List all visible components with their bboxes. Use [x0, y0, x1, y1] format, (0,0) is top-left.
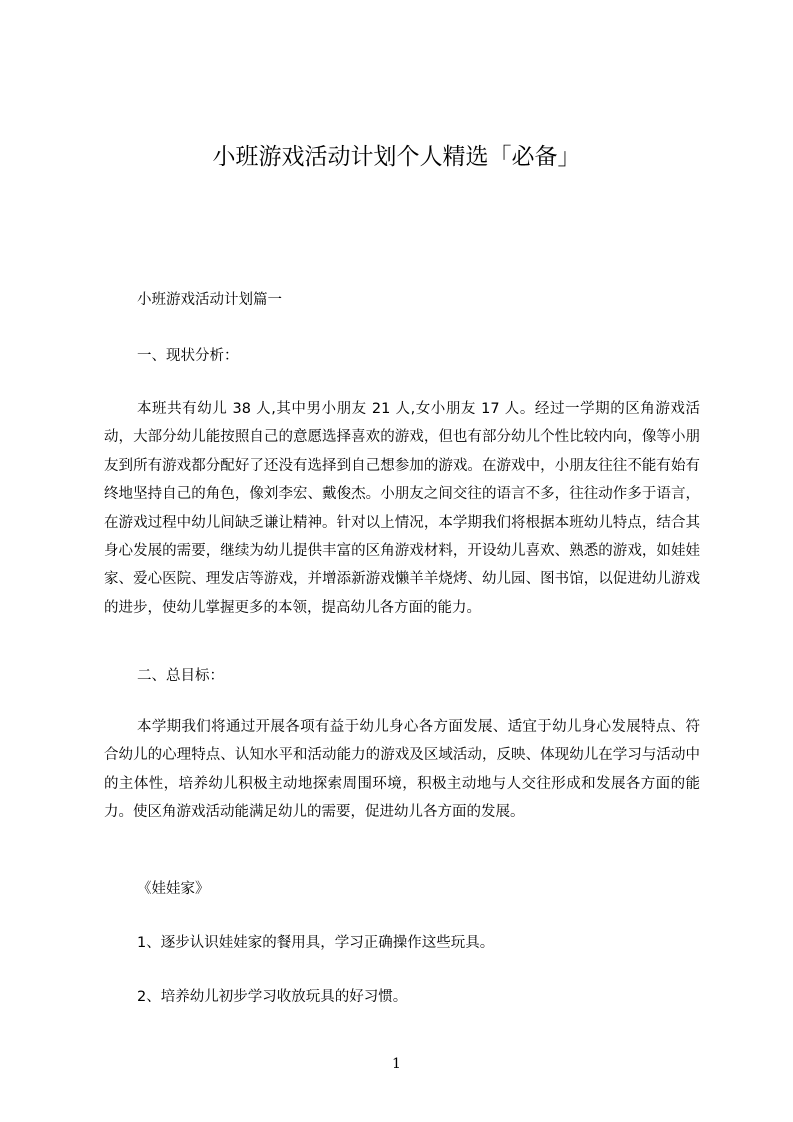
subheading-doll-house: 《娃娃家》 [137, 881, 210, 897]
list-item: 2、培养幼儿初步学习收放玩具的好习惯。 [137, 989, 408, 1005]
paragraph-overall-goal: 本学期我们将通过开展各项有益于幼儿身心各方面发展、适宜于幼儿身心发展特点、符合幼儿的心理特点、认知水平和活动能力的游戏及区域活动，反映、体现幼儿在学习与活动中的主体性，培养幼儿积极主动地探索周围环境，积极主动地与人交往形成和发展各方面的能力。使区角游戏活动能满足幼儿的需要，促进幼儿各方面的发展。 [104, 719, 700, 821]
page-number: 1 [392, 1056, 401, 1072]
paragraph-status-analysis: 本班共有幼儿 38 人,其中男小朋友 21 人,女小朋友 17 人。经过一学期的区角游戏活动，大部分幼儿能按照自己的意愿选择喜欢的游戏，但也有部分幼儿个性比较内向，像等小朋友到所有游戏都分配好了还没有选择到自己想参加的游戏。在游戏中，小朋友往往不能有始有终地坚持自己的角色，像刘李宏、戴俊杰。小朋友之间交往的语言不多，往往动作多于语言，在游戏过程中幼儿间缺乏谦让精神。针对以上情况，本学期我们将根据本班幼儿特点，结合其身心发展的需要，继续为幼儿提供丰富的区角游戏材料，开设幼儿喜欢、熟悉的游戏，如娃娃家、爱心医院、理发店等游戏，并增添新游戏懒羊羊烧烤、幼儿园、图书馆，以促进幼儿游戏的进步，使幼儿掌握更多的本领，提高幼儿各方面的能力。 [104, 401, 700, 616]
heading-status-analysis: 一、现状分析： [137, 348, 239, 364]
heading-overall-goal: 二、总目标： [137, 668, 224, 684]
list-item: 1、逐步认识娃娃家的餐用具，学习正确操作这些玩具。 [137, 935, 495, 951]
section-heading: 小班游戏活动计划篇一 [137, 292, 282, 308]
document-title: 小班游戏活动计划个人精选「必备」 [212, 144, 581, 170]
